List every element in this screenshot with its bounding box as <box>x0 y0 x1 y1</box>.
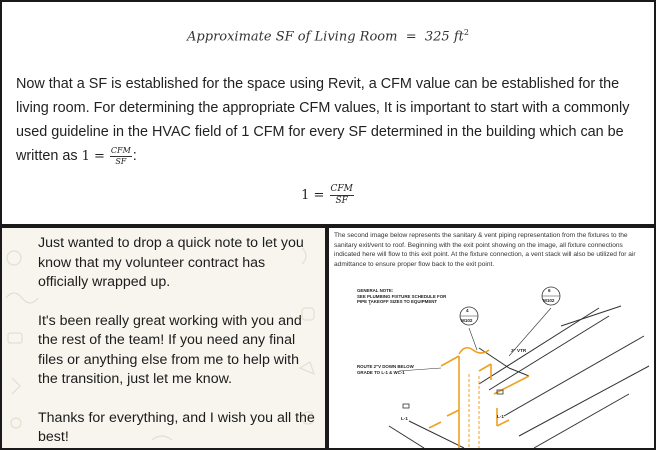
fraction-denominator: SF <box>115 156 127 166</box>
cfm-explanation-paragraph <box>16 72 646 169</box>
fixture-tag-l1-b: L-1 <box>497 414 504 419</box>
cfm-per-sf-equation <box>2 184 654 207</box>
equation2-lhs: 1 = <box>301 188 325 203</box>
equation2-denominator: SF <box>335 196 348 206</box>
equation-lhs: Approximate SF of Living Room <box>187 29 398 45</box>
equation-rhs: 325 ft <box>424 29 464 45</box>
message-paragraph: It's been really great working with you and the rest of the team! If you need any final files or anything else from me to help with the transition, just let me know. <box>38 312 302 387</box>
message-paragraph: Thanks for everything, and I wish you all the best! <box>38 409 315 445</box>
route-note <box>357 364 414 375</box>
equation-exponent: 2 <box>463 28 469 37</box>
living-room-sf-equation <box>2 28 654 44</box>
equation-equals: = <box>405 29 417 45</box>
callout-b-number: 4 <box>466 308 469 313</box>
callout-b-sheet: M102 <box>461 318 473 323</box>
general-note-line: SEE PLUMBING FIXTURE SCHEDULE FOR <box>357 293 447 299</box>
route-note-line: ROUTE 2"V DOWN BELOW <box>357 364 414 369</box>
equation2-fraction <box>330 184 354 207</box>
general-note-title: GENERAL NOTE: <box>357 288 394 293</box>
plumbing-description: The second image below represents the sanitary & vent piping representation from the fixtures to the sanitary exit/vent to roof. Beginning with the exit point showing on the image, all fixture connections indicated here will flow to this exit point. At the fixture connection, a vent stack will also be utilized for air admittance to ensure proper flow back to the exit point. <box>334 232 636 268</box>
message-paragraph: Just wanted to drop a quick note to let you know that my volunteer contract has officially wrapped up. <box>38 235 304 290</box>
vtr-label: 3" VTR <box>511 348 527 353</box>
general-note <box>357 288 446 305</box>
paragraph-text: Now that a SF is established for the space using Revit, a CFM value can be established for the living room. For determining the appropriate CFM values, It is important to start with a commonly used guideline in the HVAC field of 1 CFM for every SF determined in the building which can be written as <box>16 76 630 164</box>
route-note-line: GRADE TO L-1 & WC-1 <box>357 369 405 375</box>
callout-a-sheet: M102 <box>543 298 555 303</box>
message-panel <box>2 228 325 448</box>
callout-a-number: 6 <box>548 288 551 293</box>
equation2-numerator: CFM <box>330 184 353 194</box>
inline-math-one: 1 = <box>81 149 105 164</box>
fraction-numerator: CFM <box>110 145 131 155</box>
general-note-line: PIPE TAKEOFF SIZES TO EQUIPMENT <box>357 299 438 305</box>
calculation-panel <box>2 2 654 224</box>
inline-colon: : <box>132 148 137 164</box>
inline-cfm-fraction <box>110 146 132 167</box>
plumbing-drawing-panel <box>329 228 654 448</box>
message-text <box>38 234 316 448</box>
fixture-tag-l1: L-1 <box>401 416 408 421</box>
